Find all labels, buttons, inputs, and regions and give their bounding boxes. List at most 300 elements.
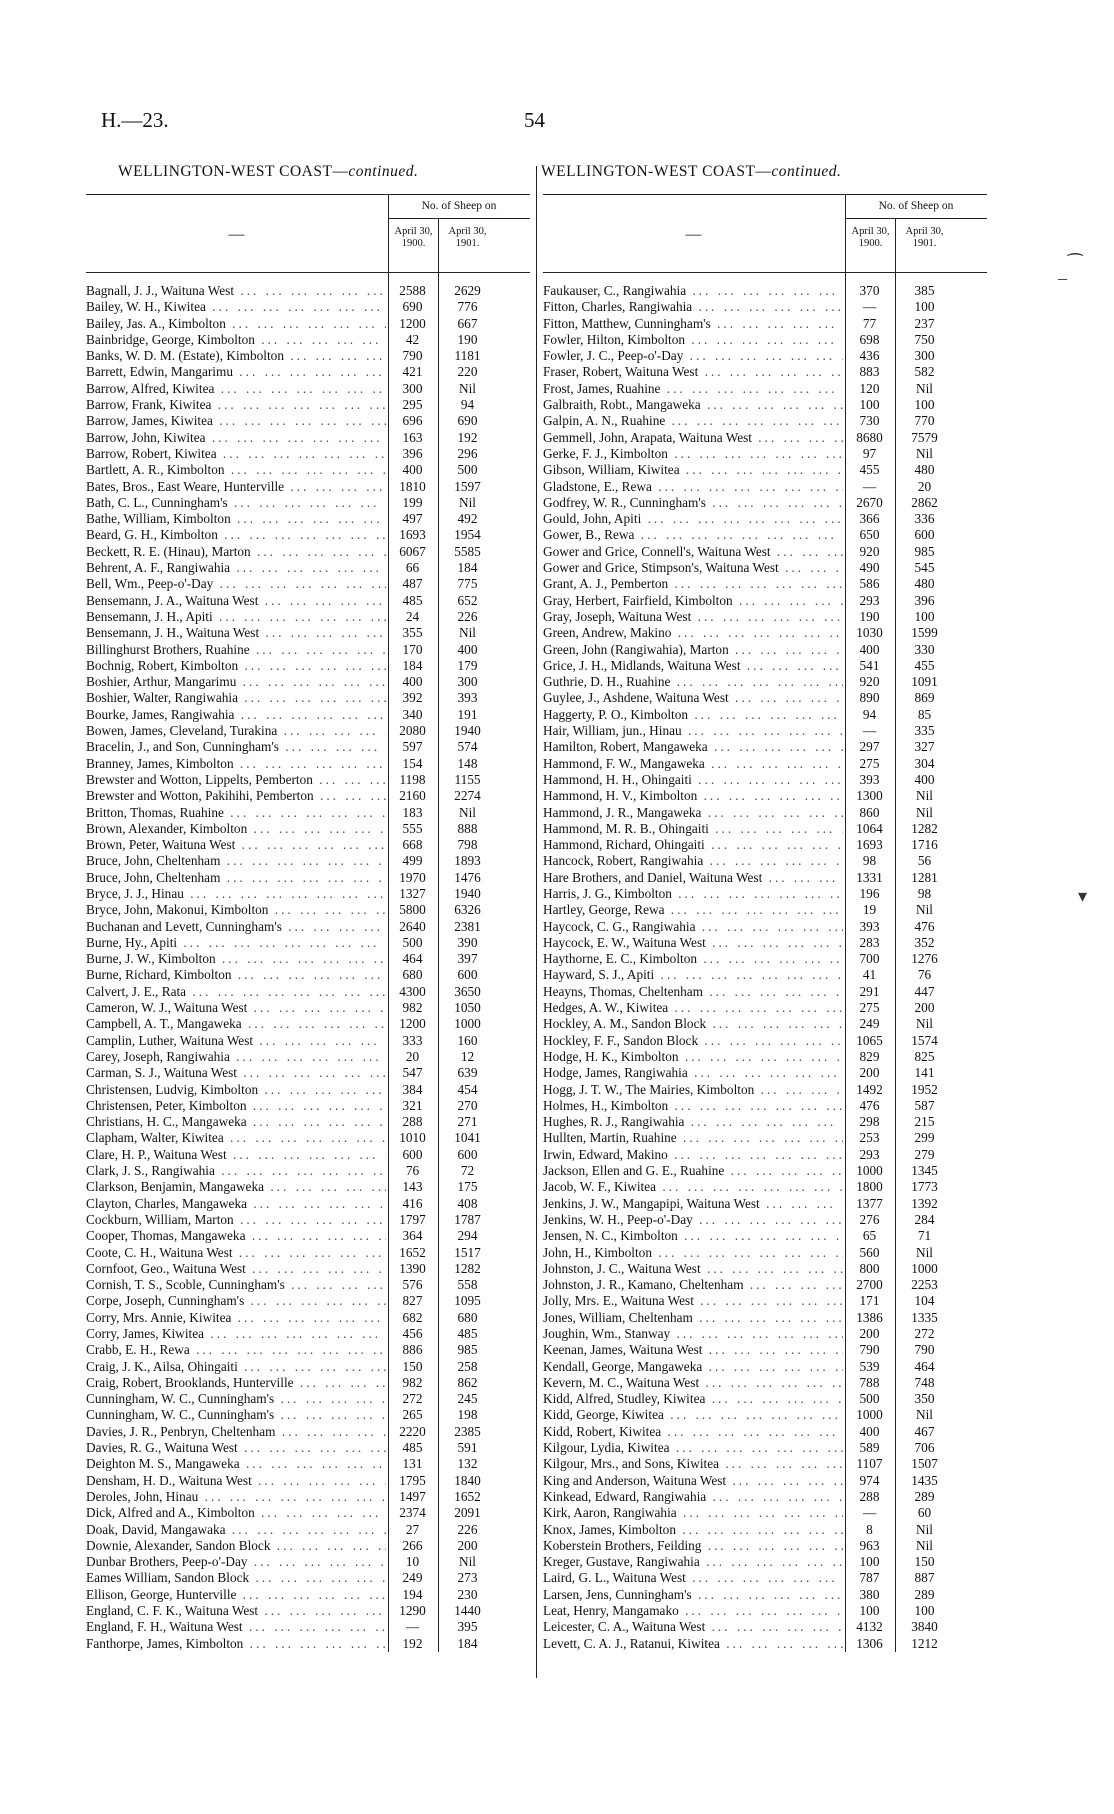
table-row — [86, 1440, 530, 1456]
table-row — [543, 1326, 987, 1342]
sheep-1901: 1599 — [911, 625, 938, 641]
sheep-1901: 396 — [914, 592, 935, 608]
sheep-1901: 300 — [914, 348, 935, 364]
owner-name: Ellison, George, Hunterville ... . — [86, 1587, 386, 1603]
owner-name: Bryce, John, Makonui, Kimbolton ... . — [86, 902, 386, 918]
owner-name: Clayton, Charles, Mangaweka ... . — [86, 1196, 386, 1212]
table-row — [86, 560, 530, 576]
owner-name: Koberstein Brothers, Feilding ... . — [543, 1538, 843, 1554]
owner-name: Hancock, Robert, Rangiwahia ... . — [543, 853, 843, 869]
sheep-1901: 273 — [457, 1570, 478, 1586]
sheep-1901: 455 — [914, 657, 935, 673]
sheep-1900: 291 — [859, 983, 880, 999]
sheep-1901: 2091 — [454, 1505, 481, 1521]
owner-name: Kendall, George, Mangaweka ... . — [543, 1359, 843, 1375]
table-row — [86, 527, 530, 543]
table-row — [86, 1538, 530, 1554]
sheep-1901: 706 — [914, 1440, 935, 1456]
sheep-1900: 393 — [859, 771, 880, 787]
table-row — [543, 805, 987, 821]
owner-name: Larsen, Jens, Cunningham's ... . — [543, 1587, 843, 1603]
sheep-1901: 888 — [457, 820, 478, 836]
owner-name: Gower, B., Rewa ... . — [543, 527, 843, 543]
owner-name: Craig, J. K., Ailsa, Ohingaiti ... . — [86, 1359, 386, 1375]
table-row — [543, 316, 987, 332]
col-1900-header: April 30, 1900. — [851, 226, 890, 249]
sheep-1901: 1181 — [454, 348, 481, 364]
sheep-1901: 104 — [914, 1293, 935, 1309]
sheep-1901: 1345 — [911, 1163, 938, 1179]
table-row — [86, 1489, 530, 1505]
sheep-1900: 192 — [402, 1635, 423, 1651]
sheep-1900: 98 — [862, 853, 877, 869]
table-row — [86, 479, 530, 495]
table-row — [543, 1212, 987, 1228]
sheep-1900: 76 — [405, 1163, 420, 1179]
owner-name: Britton, Thomas, Ruahine ... . — [86, 805, 386, 821]
sheep-1901: 220 — [457, 364, 478, 380]
sheep-1900: — — [405, 1619, 420, 1635]
sheep-1900: 283 — [859, 934, 880, 950]
owner-name: Gibson, William, Kiwitea ... . — [543, 462, 843, 478]
table-row — [86, 1342, 530, 1358]
sheep-1900: 539 — [859, 1358, 880, 1374]
sheep-1900: 1065 — [856, 1032, 883, 1048]
table-row — [543, 1407, 987, 1423]
table-row — [86, 1326, 530, 1342]
sheep-1900: 171 — [859, 1293, 880, 1309]
owner-name: Cornfoot, Geo., Waituna West ... . — [86, 1261, 386, 1277]
sheep-1900: 1693 — [399, 527, 426, 543]
sheep-1901: 464 — [914, 1358, 935, 1374]
owner-name: Hammond, J. R., Mangaweka ... . — [543, 805, 843, 821]
sheep-1900: 41 — [862, 967, 877, 983]
table-row — [86, 1196, 530, 1212]
sheep-1900: 340 — [402, 706, 423, 722]
sheep-1900: 66 — [405, 560, 420, 576]
sheep-1901: Nil — [916, 445, 933, 461]
sheep-1900: 730 — [859, 413, 880, 429]
sheep-1900: 690 — [402, 299, 423, 315]
page-code: H.—23. — [101, 108, 169, 132]
sheep-1900: 249 — [859, 1016, 880, 1032]
sheep-1901: 1507 — [911, 1456, 938, 1472]
owner-name: Doak, David, Mangawaka ... . — [86, 1522, 386, 1538]
sheep-1901: 1091 — [911, 674, 938, 690]
sheep-1901: 100 — [914, 299, 935, 315]
table-row — [543, 299, 987, 315]
table-row — [86, 1016, 530, 1032]
sheep-1900: 265 — [402, 1407, 423, 1423]
sheep-1901: 230 — [457, 1586, 478, 1602]
sheep-1900: 1306 — [856, 1635, 883, 1651]
table-row — [543, 462, 987, 478]
sheep-1900: 700 — [859, 951, 880, 967]
table-row — [543, 1000, 987, 1016]
table-row — [86, 283, 530, 299]
owner-name: Johnston, J. R., Kamano, Cheltenham ... . — [543, 1277, 843, 1293]
table-row — [86, 658, 530, 674]
sheep-1901: 1893 — [454, 853, 481, 869]
table-row — [86, 772, 530, 788]
sheep-1900: 974 — [859, 1472, 880, 1488]
left-table — [86, 194, 530, 1652]
sheep-1901: Nil — [916, 1016, 933, 1032]
sheep-1900: 20 — [405, 1048, 420, 1064]
sheep-1900: 1390 — [399, 1260, 426, 1276]
table-header — [543, 194, 987, 273]
sheep-1900: 2640 — [399, 918, 426, 934]
owner-name: Bracelin, J., and Son, Cunningham's ... . — [86, 739, 386, 755]
sheep-1901: 350 — [914, 1391, 935, 1407]
owner-name: Eames William, Sandon Block ... . — [86, 1570, 386, 1586]
owner-name: England, F. H., Waituna West ... . — [86, 1619, 386, 1635]
sheep-1901: 574 — [457, 739, 478, 755]
sheep-count-header: No. of Sheep on — [388, 195, 530, 219]
table-row — [543, 446, 987, 462]
sheep-1901: Nil — [459, 494, 476, 510]
table-row — [543, 935, 987, 951]
table-row — [86, 886, 530, 902]
sheep-1901: 184 — [457, 1635, 478, 1651]
owner-name: Hodge, H. K., Kimbolton ... . — [543, 1049, 843, 1065]
sheep-1901: 454 — [457, 1081, 478, 1097]
owner-name: Frost, James, Ruahine ... . — [543, 381, 843, 397]
sheep-1901: 132 — [457, 1456, 478, 1472]
owner-name: Laird, G. L., Waituna West ... . — [543, 1570, 843, 1586]
owner-name: Kilgour, Lydia, Kiwitea ... . — [543, 1440, 843, 1456]
table-row — [543, 1505, 987, 1521]
owner-name: Densham, H. D., Waituna West ... . — [86, 1473, 386, 1489]
owner-name: Hartley, George, Rewa ... . — [543, 902, 843, 918]
col-1901-header: April 30, 1901. — [905, 226, 944, 249]
sheep-1901: 1787 — [454, 1211, 481, 1227]
sheep-1900: 1000 — [856, 1407, 883, 1423]
owner-name: Hogg, J. T. W., The Mairies, Kimbolton ... . — [543, 1082, 843, 1098]
sheep-1901: 258 — [457, 1358, 478, 1374]
sheep-1901: 385 — [914, 283, 935, 298]
sheep-1901: 141 — [914, 1065, 935, 1081]
sheep-1901: 85 — [917, 706, 932, 722]
sheep-1900: 143 — [402, 1179, 423, 1195]
owner-name: Barrett, Edwin, Mangarimu ... . — [86, 364, 386, 380]
table-row — [543, 902, 987, 918]
sheep-1901: 476 — [914, 918, 935, 934]
table-row — [543, 1619, 987, 1635]
owner-name: Boshier, Arthur, Mangarimu ... . — [86, 674, 386, 690]
owner-name: Bathe, William, Kimbolton ... . — [86, 511, 386, 527]
sheep-1900: 883 — [859, 364, 880, 380]
sheep-1900: 6067 — [399, 543, 426, 559]
sheep-1900: 1377 — [856, 1195, 883, 1211]
owner-name: Bruce, John, Cheltenham ... . — [86, 853, 386, 869]
table-row — [86, 919, 530, 935]
sheep-1901: 390 — [457, 934, 478, 950]
sheep-1901: 100 — [914, 397, 935, 413]
sheep-1900: 355 — [402, 625, 423, 641]
sheep-1901: 1335 — [911, 1309, 938, 1325]
owner-name: Cockburn, William, Marton ... . — [86, 1212, 386, 1228]
sheep-1900: 920 — [859, 674, 880, 690]
margin-mark: – — [1058, 268, 1067, 288]
owner-name: Irwin, Edward, Makino ... . — [543, 1147, 843, 1163]
sheep-1900: 1198 — [399, 771, 426, 787]
column-divider — [536, 166, 537, 1678]
table-row — [543, 886, 987, 902]
sheep-1901: 20 — [917, 478, 932, 494]
table-row — [86, 1456, 530, 1472]
sheep-1900: 190 — [859, 608, 880, 624]
sheep-1901: 1597 — [454, 478, 481, 494]
name-column-header: — — [228, 226, 245, 243]
sheep-1900: 400 — [859, 641, 880, 657]
sheep-1900: 24 — [405, 608, 420, 624]
sheep-1901: 270 — [457, 1097, 478, 1113]
table-row — [543, 837, 987, 853]
sheep-1900: 396 — [402, 445, 423, 461]
owner-name: Barrow, Alfred, Kiwitea ... . — [86, 381, 386, 397]
owner-name: Cunningham, W. C., Cunningham's ... . — [86, 1407, 386, 1423]
sheep-1901: 1281 — [911, 869, 938, 885]
sheep-1900: 2080 — [399, 723, 426, 739]
sheep-1901: Nil — [916, 788, 933, 804]
sheep-1900: 886 — [402, 1342, 423, 1358]
owner-name: Billinghurst Brothers, Ruahine ... . — [86, 642, 386, 658]
owner-name: Brown, Alexander, Kimbolton ... . — [86, 821, 386, 837]
sheep-1901: 190 — [457, 331, 478, 347]
sheep-1901: 200 — [914, 1000, 935, 1016]
owner-name: Bagnall, J. J., Waituna West ... . — [86, 283, 386, 299]
sheep-1900: — — [862, 723, 877, 739]
sheep-1900: 1652 — [399, 1244, 426, 1260]
sheep-1900: 827 — [402, 1293, 423, 1309]
sheep-1900: 696 — [402, 413, 423, 429]
sheep-1900: 2374 — [399, 1505, 426, 1521]
owner-name: Bailey, Jas. A., Kimbolton ... . — [86, 316, 386, 332]
table-row — [86, 1147, 530, 1163]
sheep-1901: 289 — [914, 1586, 935, 1602]
sheep-1901: Nil — [459, 1554, 476, 1570]
table-row — [543, 397, 987, 413]
owner-name: Davies, R. G., Waituna West ... . — [86, 1440, 386, 1456]
sheep-1900: 497 — [402, 511, 423, 527]
table-row — [86, 984, 530, 1000]
table-row — [543, 1098, 987, 1114]
owner-name: Hullten, Martin, Ruahine ... . — [543, 1130, 843, 1146]
sheep-1901: 12 — [460, 1048, 475, 1064]
sheep-1900: 5800 — [399, 902, 426, 918]
owner-name: Banks, W. D. M. (Estate), Kimbolton ... . — [86, 348, 386, 364]
sheep-1901: 284 — [914, 1211, 935, 1227]
sheep-1901: 150 — [914, 1554, 935, 1570]
owner-name: Gray, Joseph, Waituna West ... . — [543, 609, 843, 625]
sheep-1901: 750 — [914, 331, 935, 347]
owner-name: Hockley, A. M., Sandon Block ... . — [543, 1016, 843, 1032]
sheep-1900: 293 — [859, 1146, 880, 1162]
sheep-1901: 1940 — [454, 723, 481, 739]
sheep-1900: 890 — [859, 690, 880, 706]
sheep-1901: 1954 — [454, 527, 481, 543]
owner-name: Hamilton, Robert, Mangaweka ... . — [543, 739, 843, 755]
table-row — [86, 821, 530, 837]
sheep-1900: 698 — [859, 331, 880, 347]
sheep-1901: 300 — [457, 674, 478, 690]
owner-name: Hammond, H. H., Ohingaiti ... . — [543, 772, 843, 788]
sheep-1901: 690 — [457, 413, 478, 429]
owner-name: Brewster and Wotton, Lippelts, Pemberton ... . — [86, 772, 386, 788]
sheep-1901: 467 — [914, 1423, 935, 1439]
sheep-1900: 500 — [402, 934, 423, 950]
owner-name: Bowen, James, Cleveland, Turakina ... . — [86, 723, 386, 739]
owner-name: Hedges, A. W., Kiwitea ... . — [543, 1000, 843, 1016]
table-row — [543, 1147, 987, 1163]
table-row — [86, 723, 530, 739]
owner-name: Deighton M. S., Mangaweka ... . — [86, 1456, 386, 1472]
table-row — [543, 1261, 987, 1277]
owner-name: Jones, William, Cheltenham ... . — [543, 1310, 843, 1326]
table-row — [543, 560, 987, 576]
table-row — [86, 1603, 530, 1619]
sheep-1900: 200 — [859, 1326, 880, 1341]
sheep-1901: 304 — [914, 755, 935, 771]
table-row — [86, 462, 530, 478]
table-row — [86, 1179, 530, 1195]
sheep-1901: 825 — [914, 1048, 935, 1064]
sheep-1900: 485 — [402, 1440, 423, 1456]
owner-name: Beard, G. H., Kimbolton ... . — [86, 527, 386, 543]
sheep-1900: 184 — [402, 657, 423, 673]
sheep-1901: 492 — [457, 511, 478, 527]
sheep-1900: 790 — [402, 348, 423, 364]
sheep-1901: 985 — [457, 1342, 478, 1358]
sheep-1901: Nil — [459, 804, 476, 820]
right-table — [543, 194, 987, 1652]
owner-name: Burne, Hy., Apiti ... . — [86, 935, 386, 951]
sheep-1901: 1041 — [454, 1130, 481, 1146]
sheep-1900: 1331 — [856, 869, 883, 885]
sheep-1901: 352 — [914, 934, 935, 950]
sheep-1900: 275 — [859, 1000, 880, 1016]
sheep-1900: 576 — [402, 1277, 423, 1293]
section-title-right: WELLINGTON-WEST COAST—continued. — [541, 163, 842, 180]
table-row — [543, 642, 987, 658]
sheep-1901: 71 — [917, 1228, 932, 1244]
sheep-1901: 184 — [457, 560, 478, 576]
sheep-1901: 770 — [914, 413, 935, 429]
owner-name: Hammond, F. W., Mangaweka ... . — [543, 756, 843, 772]
owner-name: Burne, J. W., Kimbolton ... . — [86, 951, 386, 967]
sheep-1901: Nil — [916, 1244, 933, 1260]
table-row — [86, 707, 530, 723]
owner-name: Carman, S. J., Waituna West ... . — [86, 1065, 386, 1081]
owner-name: Jacob, W. F., Kiwitea ... . — [543, 1179, 843, 1195]
sheep-1901: 1773 — [911, 1179, 938, 1195]
sheep-1901: 94 — [460, 397, 475, 413]
table-row — [86, 495, 530, 511]
owner-name: Downie, Alexander, Sandon Block ... . — [86, 1538, 386, 1554]
owner-name: Gladstone, E., Rewa ... . — [543, 479, 843, 495]
owner-name: Corry, Mrs. Annie, Kiwitea ... . — [86, 1310, 386, 1326]
table-row — [543, 756, 987, 772]
sheep-1900: 150 — [402, 1358, 423, 1374]
table-row — [86, 902, 530, 918]
table-row — [86, 397, 530, 413]
sheep-1900: 1030 — [856, 625, 883, 641]
sheep-1901: 1155 — [454, 771, 481, 787]
table-row — [543, 674, 987, 690]
owner-name: Bell, Wm., Peep-o'-Day ... . — [86, 576, 386, 592]
sheep-1900: 275 — [859, 755, 880, 771]
sheep-1901: 1952 — [911, 1081, 938, 1097]
sheep-1900: 295 — [402, 397, 423, 413]
table-row — [543, 1375, 987, 1391]
table-row — [543, 1342, 987, 1358]
sheep-1900: 499 — [402, 853, 423, 869]
sheep-1901: 591 — [457, 1440, 478, 1456]
sheep-1900: 4132 — [856, 1619, 883, 1635]
owner-name: Fraser, Robert, Waituna West ... . — [543, 364, 843, 380]
table-row — [543, 511, 987, 527]
table-row — [543, 1522, 987, 1538]
sheep-1900: 1970 — [399, 869, 426, 885]
sheep-1901: 395 — [457, 1619, 478, 1635]
table-row — [86, 1245, 530, 1261]
sheep-1901: 408 — [457, 1195, 478, 1211]
owner-name: Cameron, W. J., Waituna West ... . — [86, 1000, 386, 1016]
col-1901-header: April 30, 1901. — [448, 226, 487, 249]
owner-name: Cunningham, W. C., Cunningham's ... . — [86, 1391, 386, 1407]
sheep-1900: 1107 — [856, 1456, 883, 1472]
sheep-1900: 2700 — [856, 1277, 883, 1293]
sheep-1901: 200 — [457, 1537, 478, 1553]
sheep-1901: 299 — [914, 1130, 935, 1146]
sheep-1900: 276 — [859, 1211, 880, 1227]
sheep-1901: 60 — [917, 1505, 932, 1521]
table-row — [543, 609, 987, 625]
sheep-1901: 869 — [914, 690, 935, 706]
owner-name: King and Anderson, Waituna West ... . — [543, 1473, 843, 1489]
owner-name: Clark, J. S., Rangiwahia ... . — [86, 1163, 386, 1179]
table-row — [86, 870, 530, 886]
owner-name: Holmes, H., Kimbolton ... . — [543, 1098, 843, 1114]
table-row — [543, 1554, 987, 1570]
table-row — [543, 413, 987, 429]
sheep-1900: 600 — [402, 1146, 423, 1162]
table-row — [86, 1277, 530, 1293]
owner-name: Davies, J. R., Penbryn, Cheltenham ... . — [86, 1424, 386, 1440]
table-row — [86, 1033, 530, 1049]
owner-name: Buchanan and Levett, Cunningham's ... . — [86, 919, 386, 935]
table-row — [86, 1636, 530, 1652]
sheep-1901: 1212 — [911, 1635, 938, 1651]
owner-name: Carey, Joseph, Rangiwahia ... . — [86, 1049, 386, 1065]
owner-name: Bath, C. L., Cunningham's ... . — [86, 495, 386, 511]
owner-name: Godfrey, W. R., Cunningham's ... . — [543, 495, 843, 511]
table-row — [86, 1570, 530, 1586]
sheep-1900: 65 — [862, 1228, 877, 1244]
sheep-1901: 775 — [457, 576, 478, 592]
sheep-1901: 226 — [457, 1521, 478, 1537]
owner-name: Bates, Bros., East Weare, Hunterville ... . — [86, 479, 386, 495]
sheep-1901: 7579 — [911, 429, 938, 445]
sheep-1901: 179 — [457, 657, 478, 673]
sheep-1901: 600 — [914, 527, 935, 543]
owner-name: Jenkins, W. H., Peep-o'-Day ... . — [543, 1212, 843, 1228]
sheep-1900: 597 — [402, 739, 423, 755]
table-row — [543, 1570, 987, 1586]
sheep-1901: 485 — [457, 1326, 478, 1341]
sheep-1901: 296 — [457, 445, 478, 461]
